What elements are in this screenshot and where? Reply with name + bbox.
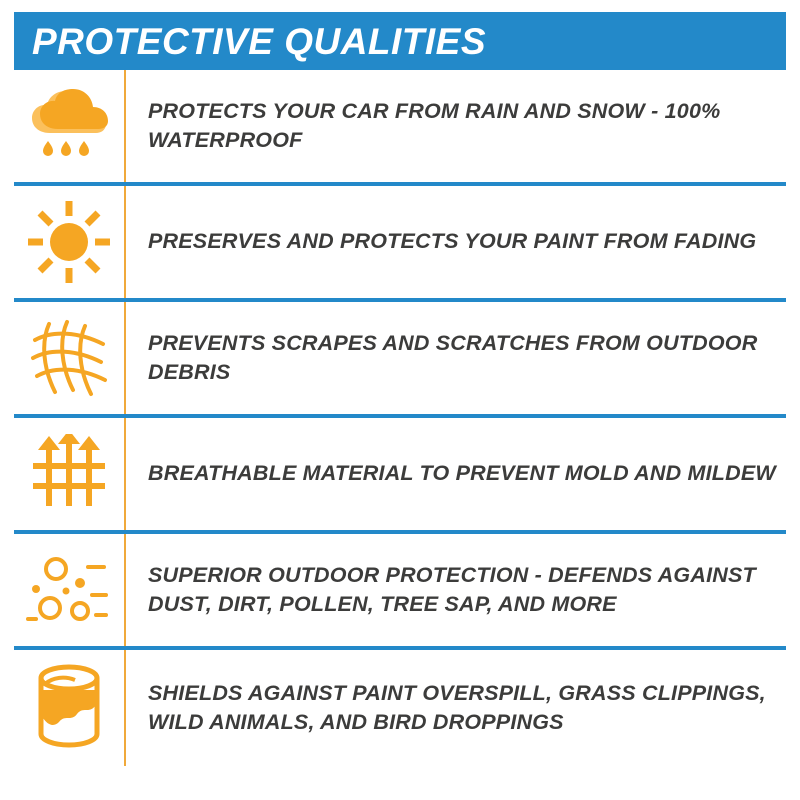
icon-cell bbox=[14, 418, 126, 530]
scratch-mesh-icon bbox=[29, 318, 109, 398]
paint-can-icon bbox=[31, 664, 107, 752]
page-title: PROTECTIVE QUALITIES bbox=[32, 20, 487, 62]
icon-cell bbox=[14, 650, 126, 766]
feature-text: PREVENTS SCRAPES AND SCRATCHES FROM OUTDOOR DEBRIS bbox=[148, 330, 758, 384]
text-cell bbox=[126, 227, 786, 256]
text-cell bbox=[126, 561, 786, 619]
text-cell bbox=[126, 97, 786, 155]
dust-particles-icon bbox=[26, 553, 112, 627]
icon-cell bbox=[14, 186, 126, 298]
icon-cell bbox=[14, 302, 126, 414]
icon-cell bbox=[14, 70, 126, 182]
list-item bbox=[14, 186, 786, 302]
sun-icon bbox=[26, 199, 112, 285]
breathable-airflow-icon bbox=[29, 434, 109, 514]
feature-text: PRESERVES AND PROTECTS YOUR PAINT FROM FADING bbox=[148, 229, 757, 254]
list-item bbox=[14, 302, 786, 418]
feature-text: SUPERIOR OUTDOOR PROTECTION - DEFENDS AGAINST DUST, DIRT, POLLEN, TREE SAP, AND MORE bbox=[148, 562, 756, 616]
list-item bbox=[14, 70, 786, 186]
text-cell bbox=[126, 329, 786, 387]
feature-text: PROTECTS YOUR CAR FROM RAIN AND SNOW - 100% WATERPROOF bbox=[148, 98, 721, 152]
icon-cell bbox=[14, 534, 126, 646]
list-item bbox=[14, 418, 786, 534]
list-item bbox=[14, 534, 786, 650]
feature-text: SHIELDS AGAINST PAINT OVERSPILL, GRASS CLIPPINGS, WILD ANIMALS, AND BIRD DROPPINGS bbox=[148, 680, 766, 734]
rain-cloud-icon bbox=[28, 89, 110, 163]
list-item bbox=[14, 650, 786, 766]
feature-text: BREATHABLE MATERIAL TO PREVENT MOLD AND MILDEW bbox=[148, 461, 776, 486]
feature-list bbox=[14, 70, 786, 766]
text-cell bbox=[126, 459, 786, 488]
header-banner bbox=[14, 12, 786, 70]
text-cell bbox=[126, 679, 786, 737]
